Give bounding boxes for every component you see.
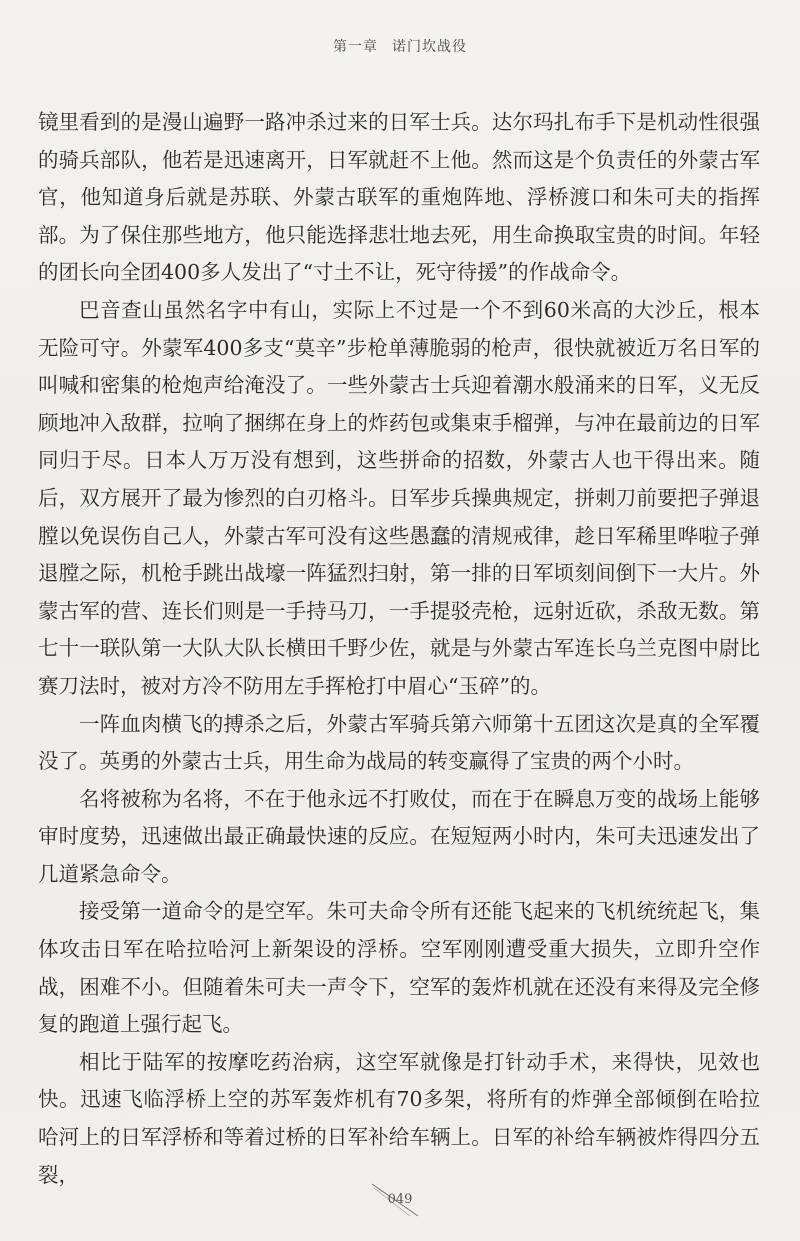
chapter-label: 第一章 [333, 39, 378, 55]
page-number: 049 [387, 1192, 413, 1207]
running-header [0, 36, 800, 56]
body-text [38, 104, 760, 1194]
paragraph-6: 相比于陆军的按摩吃药治病，这空军就像是打针动手术，来得快，见效也快。迅速飞临浮桥上空的苏军轰炸机有70多架，将所有的炸弹全部倾倒在哈拉哈河上的日军浮桥和等着过桥的日军补给车辆上。日军的补给车辆被炸得四分五裂， [38, 1049, 760, 1187]
paragraph-3: 一阵血肉横飞的搏杀之后，外蒙古军骑兵第六师第十五团这次是真的全军覆没了。英勇的外蒙古士兵，用生命为战局的转变赢得了宝贵的两个小时。 [38, 711, 760, 774]
chapter-title: 诺门坎战役 [392, 39, 467, 55]
paragraph-5: 接受第一道命令的是空军。朱可夫命令所有还能飞起来的飞机统统起飞，集体攻击日军在哈拉哈河上新架设的浮桥。空军刚刚遭受重大损失，立即升空作战，困难不小。但随着朱可夫一声令下，空军的轰炸机就在还没有来得及完全修复的跑道上强行起飞。 [38, 899, 760, 1037]
paragraph-2: 巴音查山虽然名字中有山，实际上不过是一个不到60米高的大沙丘，根本无险可守。外蒙军400多支“莫辛”步枪单薄脆弱的枪声，很快就被近万名日军的叫喊和密集的枪炮声给淹没了。一些外蒙古士兵迎着潮水般涌来的日军，义无反顾地冲入敌群，拉响了捆绑在身上的炸药包或集束手榴弹，与冲在最前边的日军同归于尽。日本人万万没有想到，这些拼命的招数，外蒙古人也干得出来。随后，双方展开了最为惨烈的白刃格斗。日军步兵操典规定，拼刺刀前要把子弹退膛以免误伤自己人，外蒙古军可没有这些愚蠢的清规戒律，趁日军稀里哗啦子弹退膛之际，机枪手跳出战壕一阵猛烈扫射，第一排的日军顷刻间倒下一大片。外蒙古军的营、连长们则是一手持马刀，一手提驳壳枪，远射近砍，杀敌无数。第七十一联队第一大队大队长横田千野少佐，就是与外蒙古军连长乌兰克图中尉比赛刀法时，被对方冷不防用左手挥枪打中眉心“玉碎”的。 [38, 297, 760, 698]
paragraph-4: 名将被称为名将，不在于他永远不打败仗，而在于在瞬息万变的战场上能够审时度势，迅速做出最正确最快速的反应。在短短两小时内，朱可夫迅速发出了几道紧急命令。 [38, 786, 760, 886]
paragraph-1: 镜里看到的是漫山遍野一路冲杀过来的日军士兵。达尔玛扎布手下是机动性很强的骑兵部队，他若是迅速离开，日军就赶不上他。然而这是个负责任的外蒙古军官，他知道身后就是苏联、外蒙古联军的重炮阵地、浮桥渡口和朱可夫的指挥部。为了保住那些地方，他只能选择悲壮地去死，用生命换取宝贵的时间。年轻的团长向全团400多人发出了“寸土不让，死守待援”的作战命令。 [38, 110, 760, 285]
